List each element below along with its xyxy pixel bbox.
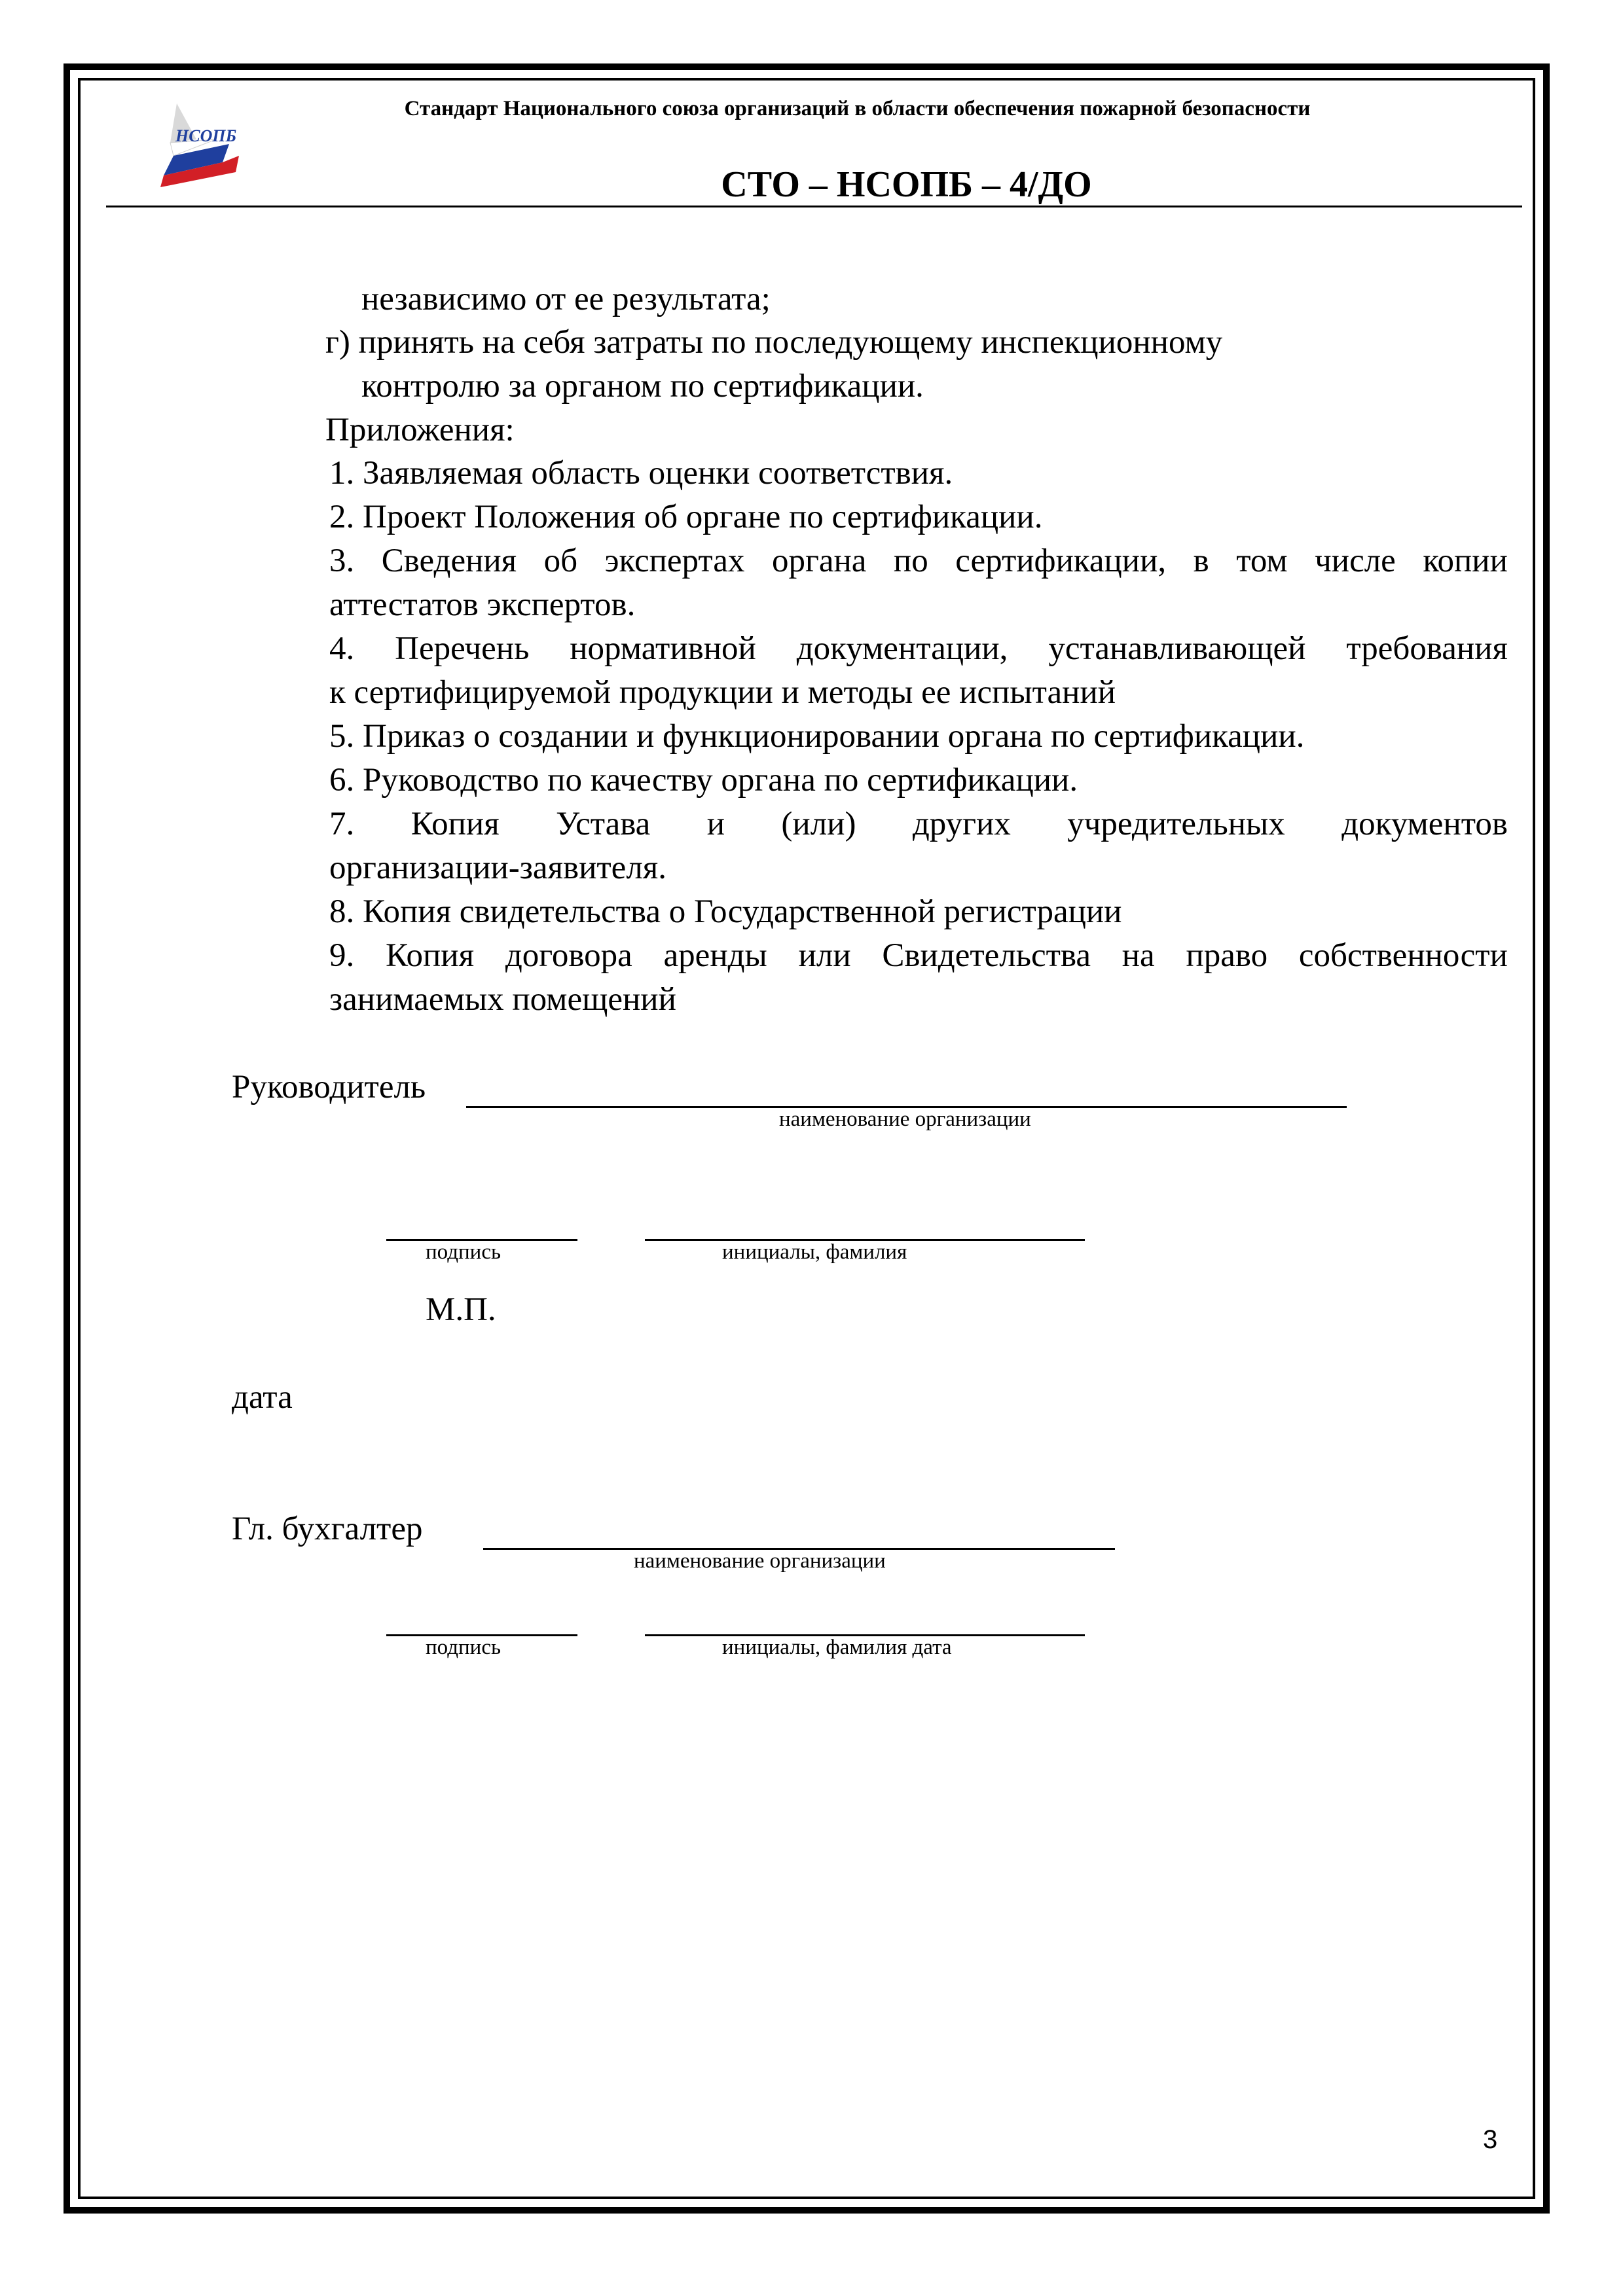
logo-text: НСОПБ: [175, 126, 237, 145]
head-initials-hint: инициалы, фамилия: [722, 1240, 907, 1264]
attachment-3-line-2: аттестатов экспертов.: [329, 586, 636, 623]
head-label: Руководитель: [232, 1069, 426, 1105]
item-g-line-2: контролю за органом по сертификации.: [361, 368, 924, 404]
date-label: дата: [232, 1379, 293, 1416]
attachment-7-line-1: 7. Копия Устава и (или) других учредительных документов: [329, 806, 1508, 842]
attachment-4-line-1: 4. Перечень нормативной документации, устанавливающей требования: [329, 630, 1508, 667]
item-g-line-1: г) принять на себя затраты по последующему инспекционному: [325, 324, 1223, 361]
attachment-2: 2. Проект Положения об органе по сертификации.: [329, 499, 1043, 535]
attachment-5: 5. Приказ о создании и функционировании органа по сертификации.: [329, 718, 1305, 755]
standard-title: Стандарт Национального союза организаций в области обеспечения пожарной безопасности: [404, 97, 1311, 120]
head-signature-hint: подпись: [426, 1240, 501, 1264]
attachments-heading: Приложения:: [325, 412, 515, 448]
accountant-initials-date-hint: инициалы, фамилия дата: [722, 1636, 952, 1659]
attachment-1: 1. Заявляемая область оценки соответствия.: [329, 455, 953, 492]
attachment-4-line-2: к сертифицируемой продукции и методы ее испытаний: [329, 674, 1116, 711]
accountant-org-hint: наименование организации: [634, 1549, 886, 1573]
stamp-mark: М.П.: [426, 1291, 496, 1328]
document-code: СТО – НСОПБ – 4/ДО: [721, 164, 1092, 205]
attachment-6: 6. Руководство по качеству органа по сертификации.: [329, 762, 1078, 798]
accountant-signature-hint: подпись: [426, 1636, 501, 1659]
text-line-continuation: независимо от ее результата;: [361, 281, 771, 317]
header-rule: [106, 206, 1522, 207]
attachment-7-line-2: организации-заявителя.: [329, 850, 666, 886]
attachment-9-line-1: 9. Копия договора аренды или Свидетельства на право собственности: [329, 937, 1508, 974]
page-number: 3: [1483, 2125, 1498, 2154]
attachment-3-line-1: 3. Сведения об экспертах органа по сертификации, в том числе копии: [329, 543, 1508, 579]
attachment-9-line-2: занимаемых помещений: [329, 981, 676, 1018]
accountant-label: Гл. бухгалтер: [232, 1511, 423, 1547]
head-org-hint: наименование организации: [779, 1107, 1031, 1131]
attachment-8: 8. Копия свидетельства о Государственной регистрации: [329, 893, 1122, 930]
